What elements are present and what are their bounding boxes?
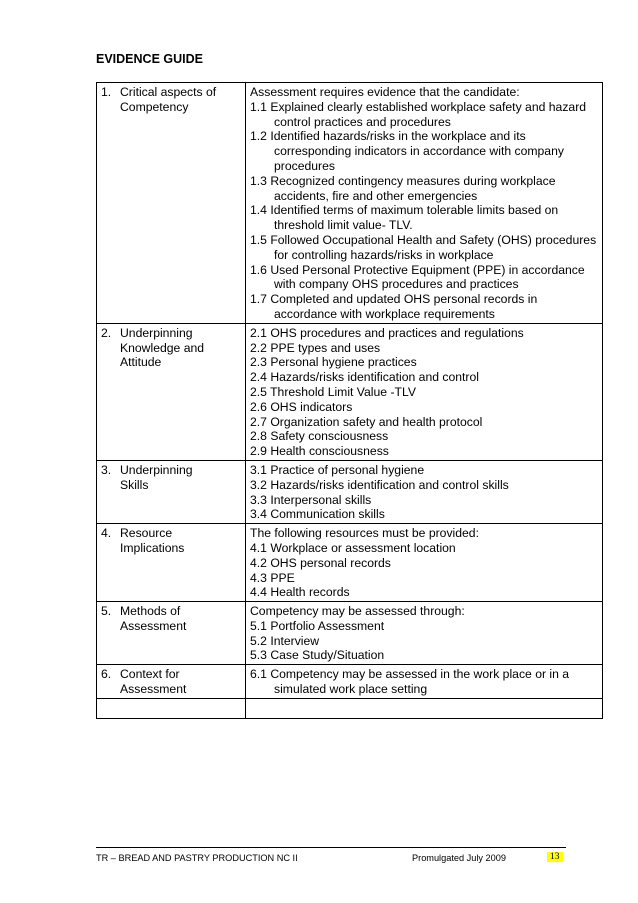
evidence-intro: The following resources must be provided:: [250, 526, 479, 541]
evidence-item: 2.7 Organization safety and health protocol: [250, 414, 483, 429]
spacer-cell: [97, 698, 246, 718]
evidence-item: 4.2 OHS personal records: [250, 555, 391, 570]
evidence-item: 1.6 Used Personal Protective Equipment (PPE) in accordance with company OHS procedures and practices: [250, 262, 585, 292]
page-number: 13: [547, 852, 563, 862]
aspect-text-line: Knowledge and: [120, 340, 205, 355]
aspect-text-line: Critical aspects of: [120, 85, 217, 99]
evidence-item: 3.4 Communication skills: [250, 507, 385, 522]
evidence-item: 3.3 Interpersonal skills: [250, 492, 372, 507]
evidence-row: [97, 460, 603, 523]
evidence-item: 2.9 Health consciousness: [250, 444, 389, 459]
aspect-cell: [97, 83, 246, 324]
footer-qualification: TR – BREAD AND PASTRY PRODUCTION NC II: [96, 853, 298, 863]
evidence-intro: Competency may be assessed through:: [250, 604, 465, 619]
evidence-item: 3.2 Hazards/risks identification and control skills: [250, 477, 509, 492]
evidence-item: 1.1 Explained clearly established workplace safety and hazard control practices and procedures: [250, 99, 587, 129]
evidence-item: 5.3 Case Study/Situation: [250, 648, 385, 663]
evidence-item: 1.3 Recognized contingency measures during workplace accidents, fire and other emergencies: [250, 173, 556, 203]
aspect-cell: [97, 524, 246, 602]
aspect-number: 5.: [101, 604, 112, 619]
aspect-label: [101, 463, 241, 493]
evidence-item: 2.2 PPE types and uses: [250, 340, 381, 355]
aspect-text-line: Underpinning: [120, 462, 193, 477]
evidence-item: 6.1 Competency may be assessed in the work place or in a simulated work place setting: [250, 667, 570, 697]
aspect-cell: [97, 665, 246, 699]
aspect-text-line: Methods of: [120, 604, 181, 619]
evidence-intro: Assessment requires evidence that the candidate:: [250, 85, 520, 99]
aspect-number: 6.: [101, 667, 112, 682]
evidence-row: [97, 665, 603, 699]
section-title: EVIDENCE GUIDE: [96, 52, 203, 66]
evidence-item: 4.1 Workplace or assessment location: [250, 540, 456, 555]
evidence-item: 2.8 Safety consciousness: [250, 429, 389, 444]
aspect-number: 4.: [101, 526, 112, 541]
aspect-text-line: Skills: [120, 477, 149, 492]
evidence-item: 2.6 OHS indicators: [250, 399, 353, 414]
evidence-item: 2.5 Threshold Limit Value -TLV: [250, 384, 416, 399]
aspect-label: [101, 326, 241, 370]
aspect-number: 1.: [101, 85, 112, 99]
evidence-item: 1.4 Identified terms of maximum tolerable limits based on threshold limit value- TLV.: [250, 203, 559, 233]
spacer-cell: [246, 698, 603, 718]
aspect-text-line: Resource: [120, 526, 173, 541]
aspect-cell: [97, 323, 246, 460]
evidence-row: [97, 83, 603, 324]
evidence-cell: [246, 460, 603, 523]
aspect-number: 3.: [101, 462, 112, 477]
evidence-cell: [246, 602, 603, 665]
evidence-cell: [246, 323, 603, 460]
aspect-text-line: Competency: [120, 99, 189, 114]
evidence-cell: [246, 665, 603, 699]
aspect-text-line: Assessment: [120, 682, 187, 697]
evidence-item: 2.4 Hazards/risks identification and control: [250, 370, 479, 385]
evidence-item: 2.1 OHS procedures and practices and regulations: [250, 325, 524, 340]
evidence-cell: [246, 524, 603, 602]
evidence-item: 5.1 Portfolio Assessment: [250, 618, 385, 633]
aspect-text-line: Underpinning: [120, 325, 193, 340]
evidence-item: 4.3 PPE: [250, 570, 295, 585]
footer-promulgated: Promulgated July 2009: [412, 853, 506, 863]
table-spacer-row: [97, 698, 603, 718]
aspect-cell: [97, 460, 246, 523]
footer-rule: [96, 847, 566, 848]
aspect-cell: [97, 602, 246, 665]
evidence-item: 2.3 Personal hygiene practices: [250, 355, 417, 370]
evidence-guide-body: [97, 83, 603, 719]
evidence-item: 4.4 Health records: [250, 585, 350, 600]
evidence-item: 1.2 Identified hazards/risks in the workplace and its corresponding indicators in accordance with company procedures: [250, 129, 564, 173]
evidence-item: 1.7 Completed and updated OHS personal records in accordance with workplace requirements: [250, 292, 538, 321]
aspect-label: [101, 667, 241, 697]
aspect-label: [101, 526, 241, 556]
evidence-cell: [246, 83, 603, 324]
evidence-item: 3.1 Practice of personal hygiene: [250, 462, 425, 477]
aspect-label: [101, 85, 241, 115]
aspect-number: 2.: [101, 325, 112, 340]
evidence-row: [97, 602, 603, 665]
aspect-text-line: Implications: [120, 540, 185, 555]
evidence-row: [97, 524, 603, 602]
aspect-text-line: Assessment: [120, 618, 187, 633]
evidence-guide-table: [96, 82, 603, 719]
aspect-text-line: Attitude: [120, 355, 162, 370]
evidence-item: 1.5 Followed Occupational Health and Safety (OHS) procedures for controlling hazards/risks in workplace: [250, 232, 597, 262]
aspect-text-line: Context for: [120, 667, 180, 682]
evidence-item: 5.2 Interview: [250, 633, 320, 648]
aspect-label: [101, 604, 241, 634]
evidence-row: [97, 323, 603, 460]
